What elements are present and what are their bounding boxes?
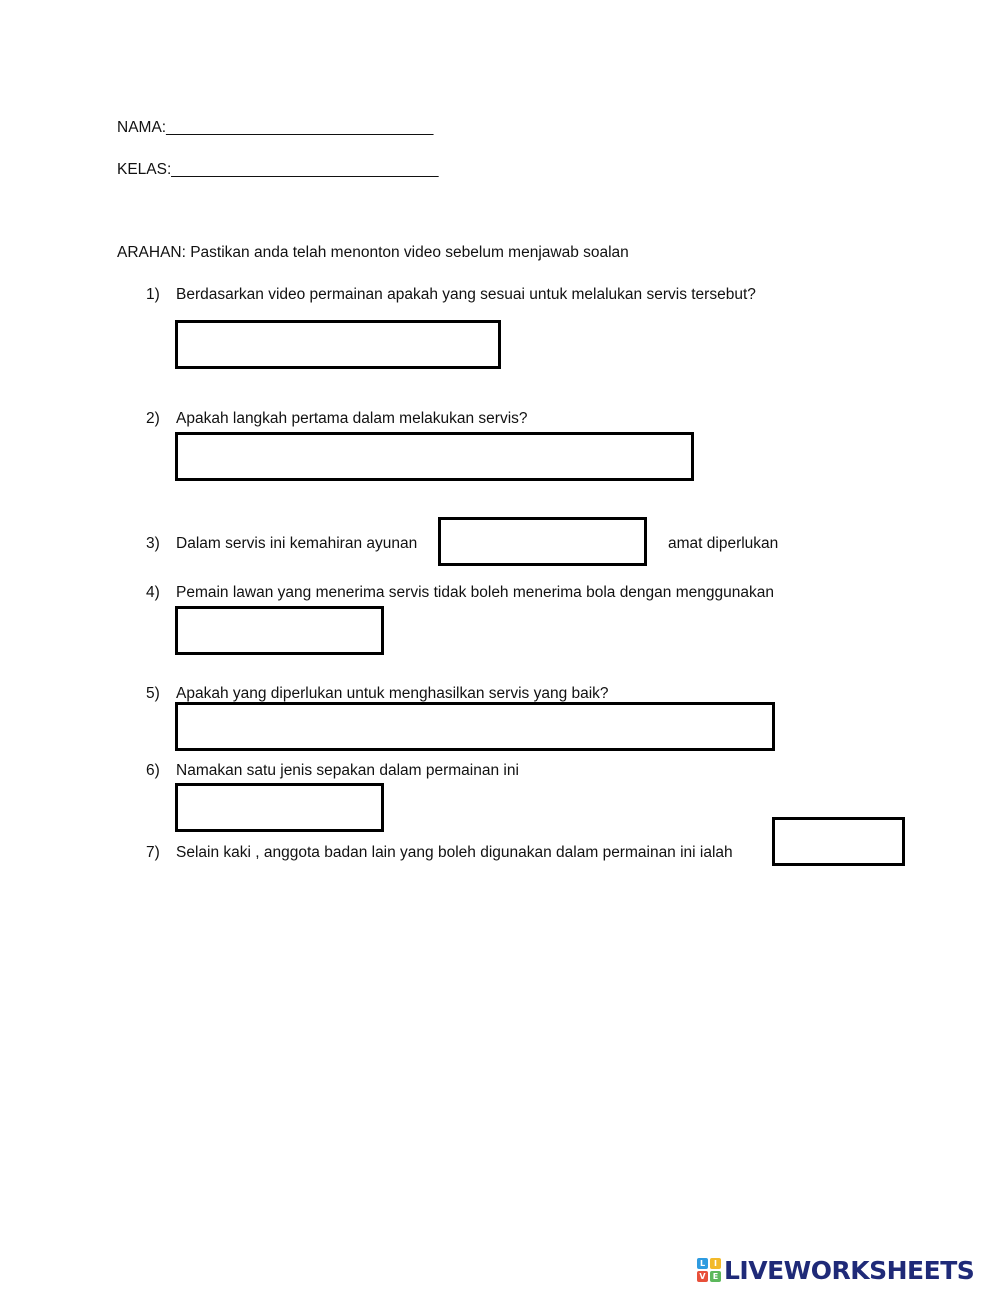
answer-box-2[interactable] [175, 432, 694, 481]
question-number: 3) [146, 535, 160, 552]
logo-tile: E [710, 1271, 721, 1282]
question-number: 5) [146, 685, 160, 702]
instructions-text: ARAHAN: Pastikan anda telah menonton video sebelum menjawab soalan [117, 244, 629, 261]
name-field-label: NAMA:_______________________________ [117, 119, 434, 136]
liveworksheets-logo [697, 1255, 974, 1285]
question-number: 4) [146, 584, 160, 601]
logo-tiles-icon [697, 1258, 721, 1282]
answer-box-5[interactable] [175, 702, 775, 751]
question-number: 1) [146, 286, 160, 303]
logo-tile: V [697, 1271, 708, 1282]
question-text: Apakah langkah pertama dalam melakukan servis? [176, 410, 528, 427]
answer-box-6[interactable] [175, 783, 384, 832]
question-text: Pemain lawan yang menerima servis tidak boleh menerima bola dengan menggunakan [176, 584, 774, 601]
answer-box-3[interactable] [438, 517, 647, 566]
answer-box-4[interactable] [175, 606, 384, 655]
class-field-label: KELAS:_______________________________ [117, 161, 439, 178]
answer-box-1[interactable] [175, 320, 501, 369]
question-text: Berdasarkan video permainan apakah yang sesuai untuk melalukan servis tersebut? [176, 286, 756, 303]
question-text: Dalam servis ini kemahiran ayunan [176, 535, 418, 552]
question-text: Selain kaki , anggota badan lain yang boleh digunakan dalam permainan ini ialah [176, 844, 733, 861]
question-number: 6) [146, 762, 160, 779]
logo-wordmark: LIVEWORKSHEETS [724, 1255, 975, 1285]
logo-tile: I [710, 1258, 721, 1269]
question-text: Namakan satu jenis sepakan dalam permainan ini [176, 762, 519, 779]
question-text: Apakah yang diperlukan untuk menghasilkan servis yang baik? [176, 685, 609, 702]
answer-box-7[interactable] [772, 817, 905, 866]
question-suffix-text: amat diperlukan [668, 535, 779, 552]
logo-tile: L [697, 1258, 708, 1269]
question-number: 2) [146, 410, 160, 427]
question-number: 7) [146, 844, 160, 861]
